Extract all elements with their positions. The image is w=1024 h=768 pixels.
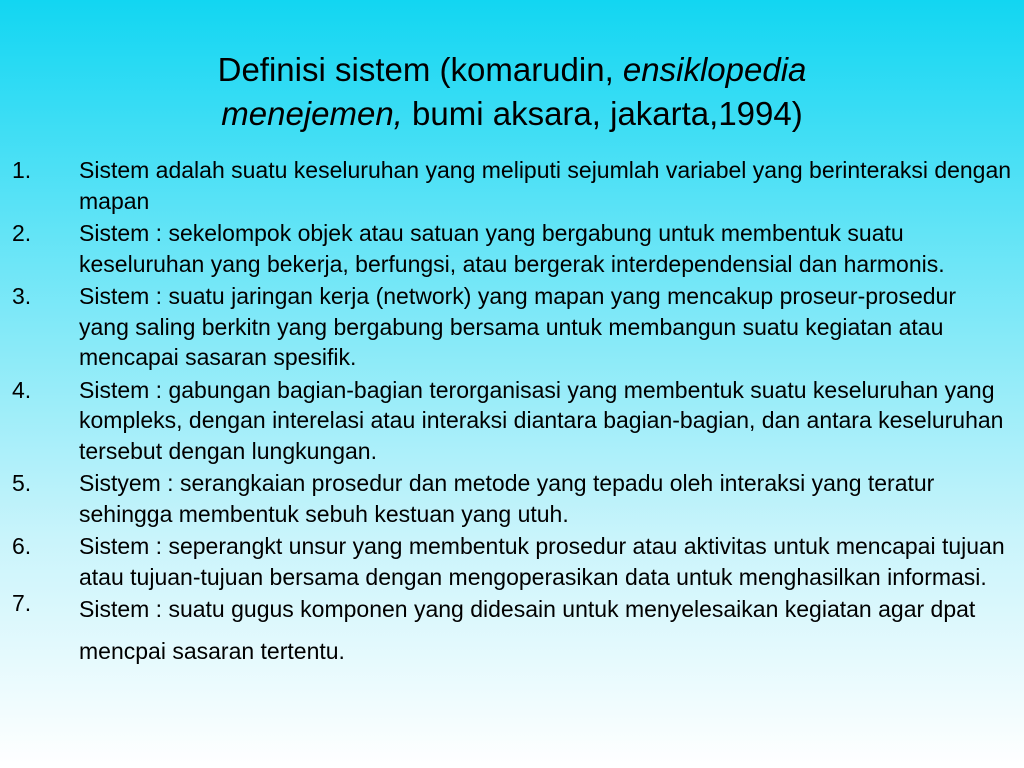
list-item — [12, 155, 1012, 216]
title-italic-2: menejemen, — [221, 95, 403, 132]
item-text: Sistem : seperangkt unsur yang membentuk prosedur atau aktivitas untuk mencapai tujuan atau tujuan-tujuan bersama dengan mengoperasikan data untuk menghasilkan informasi. — [79, 533, 1005, 590]
list-item — [12, 281, 1012, 373]
item-text: Sistem adalah suatu keseluruhan yang meliputi sejumlah variabel yang berinteraksi dengan mapan — [79, 157, 1012, 214]
title-italic-1: ensiklopedia — [622, 51, 807, 88]
item-text: Sistem : sekelompok objek atau satuan yang bergabung untuk membentuk suatu keseluruhan yang bekerja, berfungsi, atau bergerak interdependensial dan harmonis. — [79, 220, 945, 277]
slide-title — [60, 48, 964, 136]
definition-list — [12, 155, 1012, 674]
item-number: 6. — [12, 533, 32, 559]
title-part-2: bumi aksara, jakarta,1994) — [402, 95, 803, 132]
list-item — [12, 588, 1012, 672]
list-item — [12, 375, 1012, 467]
list-item — [12, 531, 1012, 592]
item-number: 2. — [12, 220, 32, 246]
item-number: 7. — [12, 590, 32, 616]
list-item — [12, 218, 1012, 279]
title-part-1: Definisi sistem (komarudin, — [217, 51, 623, 88]
item-number: 5. — [12, 470, 32, 496]
item-number: 4. — [12, 376, 32, 403]
item-text: Sistem : suatu gugus komponen yang didesain untuk menyelesaikan kegiatan agar dpat mencpai sasaran tertentu. — [79, 596, 976, 664]
item-number: 3. — [12, 283, 32, 309]
item-text: Sistem : suatu jaringan kerja (network) yang mapan yang mencakup proseur-prosedur yang saling berkitn yang bergabung bersama untuk membangun suatu kegiatan atau mencapai sasaran spesifik. — [79, 283, 956, 370]
item-text: Sistyem : serangkaian prosedur dan metode yang tepadu oleh interaksi yang teratur sehingga membentuk sebuh kestuan yang utuh. — [79, 470, 935, 527]
list-item — [12, 468, 1012, 529]
item-text: Sistem : gabungan bagian-bagian terorganisasi yang membentuk suatu keseluruhan yang kompleks, dengan interelasi atau interaksi diantara bagian-bagian, dan antara keseluruhan tersebut dengan lungkungan. — [79, 376, 1004, 464]
item-number: 1. — [12, 157, 32, 183]
